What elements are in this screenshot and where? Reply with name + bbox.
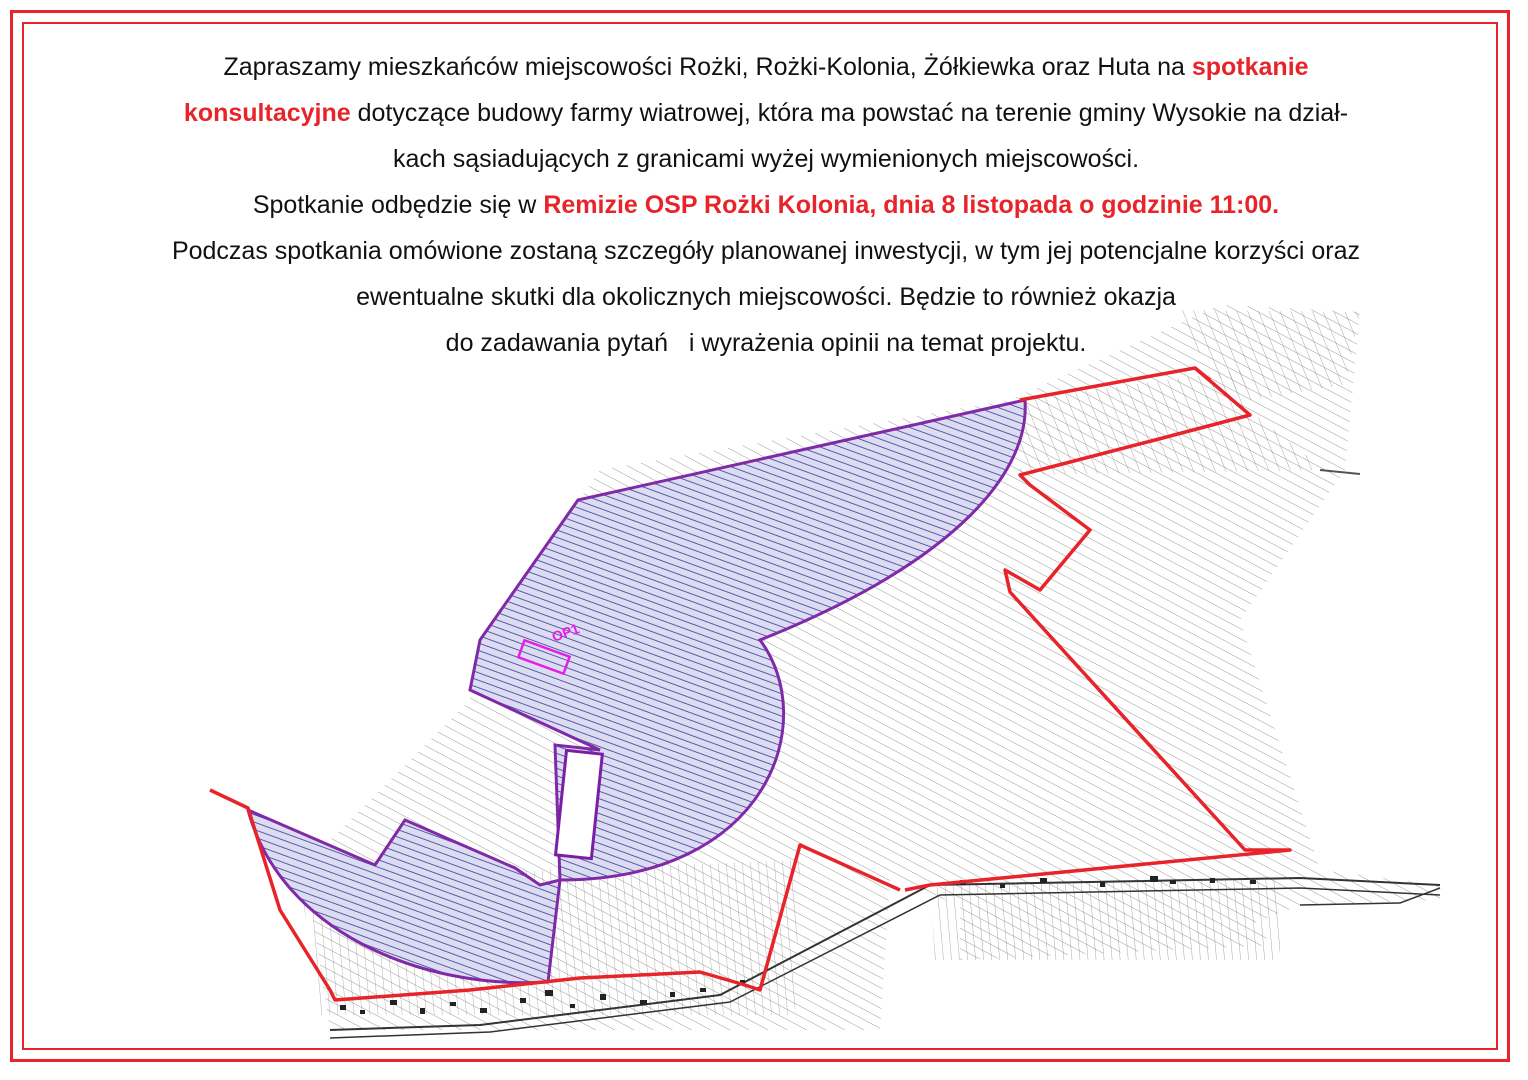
details-line-2: ewentualne skutki dla okolicznych miejscowości. Będzie to również okazja xyxy=(356,283,1176,311)
invite-text-end: kach sąsiadujących z granicami wyżej wymienionych miejscowości. xyxy=(392,145,1140,173)
invite-paragraph xyxy=(40,44,1492,182)
invite-highlight-spotkanie: spotkanie xyxy=(1191,53,1309,81)
meeting-prefix: Spotkanie odbędzie się w xyxy=(252,191,544,219)
details-line-3: do zadawania pytań i wyrażenia opinii na temat projektu. xyxy=(445,329,1087,357)
op1-label: OP1 xyxy=(549,620,582,645)
invite-text-start: Zapraszamy mieszkańców miejscowości Rożki, Rożki-Kolonia, Żółkiewka oraz Huta na xyxy=(223,53,1192,81)
meeting-place-date: Remizie OSP Rożki Kolonia, dnia 8 listopada o godzinie 11:00. xyxy=(543,191,1280,219)
announcement-text xyxy=(40,44,1492,366)
details-paragraph xyxy=(40,228,1492,366)
invite-highlight-konsultacyjne: konsultacyjne xyxy=(183,99,351,127)
details-line-1: Podczas spotkania omówione zostaną szczegóły planowanej inwestycji, w tym jej potencjalne korzyści oraz xyxy=(171,237,1361,265)
invite-text-middle: dotyczące budowy farmy wiatrowej, która ma powstać na terenie gminy Wysokie na dział- xyxy=(350,99,1349,127)
meeting-paragraph xyxy=(40,182,1492,228)
